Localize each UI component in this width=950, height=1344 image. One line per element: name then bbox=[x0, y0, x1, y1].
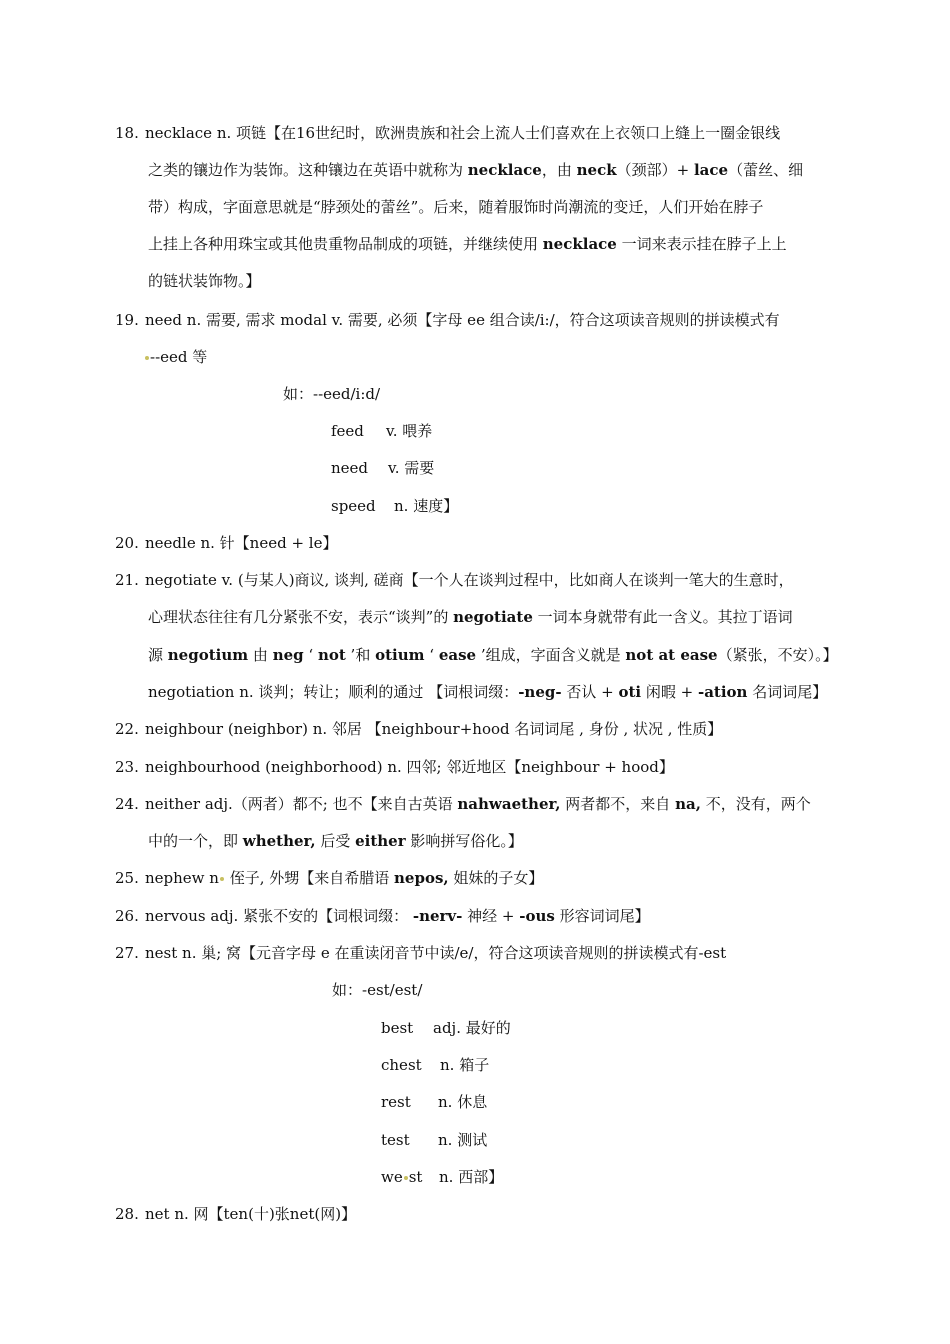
text: 名词词尾】 bbox=[747, 683, 828, 701]
entry-text: nest n. 巢; 窝【元音字母 e 在重读闭音节中读/e/，符合这项读音规则的拼读模式有-est bbox=[145, 944, 727, 962]
text: ‘ bbox=[303, 646, 318, 664]
text: --eed 等 bbox=[150, 348, 208, 366]
example-row bbox=[381, 1130, 487, 1150]
entry-number: 25. bbox=[115, 869, 139, 887]
entry-18-line-5: 的链状装饰物。】 bbox=[148, 272, 261, 290]
example-row bbox=[381, 1092, 487, 1112]
example-meaning: n. 休息 bbox=[438, 1093, 488, 1111]
text: 闲暇 + bbox=[641, 683, 698, 701]
entry-18-line-1 bbox=[115, 123, 780, 143]
entry-21-line-4 bbox=[148, 682, 827, 702]
example-word-part: st bbox=[408, 1168, 423, 1186]
entry-18-line-4 bbox=[148, 234, 787, 254]
entry-text: neighbourhood (neighborhood) n. 四邻; 邻近地区【neighbour + hood】 bbox=[145, 758, 674, 776]
keyword: otium bbox=[375, 646, 425, 664]
entry-24-line-2 bbox=[148, 831, 523, 851]
example-meaning: n. 测试 bbox=[438, 1131, 488, 1149]
example-word: best bbox=[381, 1019, 414, 1037]
example-row bbox=[331, 421, 432, 441]
mark-dot bbox=[404, 1176, 408, 1180]
example-word: feed bbox=[331, 422, 364, 440]
example-word: rest bbox=[381, 1093, 411, 1111]
entry-28 bbox=[115, 1204, 356, 1224]
text: ‘ bbox=[424, 646, 439, 664]
example-meaning: v. 喂养 bbox=[386, 422, 433, 440]
text: 侄子, 外甥【来自希腊语 bbox=[224, 869, 395, 887]
entry-18-line-3: 带）构成，字面意思就是“脖颈处的蕾丝”。后来，随着服饰时尚潮流的变迁，人们开始在脖子 bbox=[148, 198, 764, 216]
keyword: negotium bbox=[167, 646, 249, 664]
example-meaning: adj. 最好的 bbox=[433, 1019, 511, 1037]
text: 心理状态往往有几分紧张不安，表示“谈判”的 bbox=[148, 608, 454, 626]
text: 形容词词尾】 bbox=[554, 907, 650, 925]
text: 影响拼写俗化。】 bbox=[405, 832, 523, 850]
entry-text: net n. 网【ten(十)张net(网)】 bbox=[145, 1205, 357, 1223]
keyword: lace bbox=[693, 161, 729, 179]
keyword: oti bbox=[618, 683, 642, 701]
entry-text: necklace n. 项链【在16世纪时，欧洲贵族和社会上流人士们喜欢在上衣领口上缝上一圈金银线 bbox=[145, 124, 781, 142]
text: 由 bbox=[248, 646, 273, 664]
example-word: need bbox=[331, 459, 369, 477]
keyword: nahwaether, bbox=[457, 795, 561, 813]
entry-text: needle n. 针【need + le】 bbox=[145, 534, 338, 552]
text: 源 bbox=[148, 646, 168, 664]
example-meaning: v. 需要 bbox=[388, 459, 435, 477]
keyword: -nerv- bbox=[412, 907, 463, 925]
example-word bbox=[381, 1167, 439, 1187]
example-word: test bbox=[381, 1131, 410, 1149]
keyword: nepos, bbox=[394, 869, 449, 887]
text: （颈部）+ bbox=[616, 161, 694, 179]
entry-26 bbox=[115, 906, 650, 926]
entry-number: 21. bbox=[115, 571, 139, 589]
entry-text: need n. 需要, 需求 modal v. 需要, 必须【字母 ee 组合读/i:/，符合这项读音规则的拼读模式有 bbox=[145, 311, 780, 329]
example-row bbox=[381, 1055, 489, 1075]
entry-24-line-1 bbox=[115, 794, 811, 814]
keyword: ease bbox=[438, 646, 477, 664]
entry-number: 27. bbox=[115, 944, 139, 962]
keyword: whether, bbox=[242, 832, 316, 850]
entry-text: negotiate v. (与某人)商议, 谈判, 磋商【一个人在谈判过程中，比如商人在谈判一笔大的生意时， bbox=[145, 571, 794, 589]
text: 姐妹的子女】 bbox=[448, 869, 544, 887]
example-row bbox=[331, 496, 458, 516]
example-meaning: n. 西部】 bbox=[439, 1168, 504, 1186]
entry-21-line-1 bbox=[115, 570, 794, 590]
example-heading: 如：-est/est/ bbox=[332, 981, 423, 999]
keyword: necklace bbox=[467, 161, 542, 179]
entry-number: 18. bbox=[115, 124, 139, 142]
text: （紧张，不安）。】 bbox=[717, 646, 838, 664]
entry-number: 26. bbox=[115, 907, 139, 925]
text: negotiation n. 谈判；转让；顺利的通过 【词根词缀： bbox=[148, 683, 519, 701]
entry-19-line-2 bbox=[144, 347, 207, 367]
text: ，由 bbox=[541, 161, 577, 179]
text: nervous adj. 紧张不安的【词根词缀： bbox=[145, 907, 413, 925]
keyword: -ation bbox=[697, 683, 748, 701]
text: 否认 + bbox=[561, 683, 619, 701]
example-row bbox=[331, 458, 434, 478]
text: 一词来表示挂在脖子上上 bbox=[616, 235, 787, 253]
keyword: necklace bbox=[542, 235, 617, 253]
text: （蕾丝、细 bbox=[728, 161, 804, 179]
entry-text: neighbour (neighbor) n. 邻居 【neighbour+hood 名词词尾 , 身份 , 状况 , 性质】 bbox=[145, 720, 723, 738]
text: 两者都不，来自 bbox=[560, 795, 676, 813]
keyword: neg bbox=[272, 646, 304, 664]
entry-number: 22. bbox=[115, 720, 139, 738]
example-meaning: n. 箱子 bbox=[440, 1056, 490, 1074]
keyword: na, bbox=[675, 795, 701, 813]
example-word: speed bbox=[331, 497, 376, 515]
text: 中的一个，即 bbox=[148, 832, 243, 850]
text: neither adj.（两者）都不; 也不【来自古英语 bbox=[145, 795, 458, 813]
mark-dot bbox=[145, 356, 149, 360]
entry-19-line-1 bbox=[115, 310, 780, 330]
entry-number: 28. bbox=[115, 1205, 139, 1223]
keyword: -neg- bbox=[518, 683, 562, 701]
mark-dot bbox=[220, 877, 224, 881]
example-row bbox=[381, 1018, 511, 1038]
entry-21-line-3 bbox=[148, 645, 838, 665]
entry-number: 24. bbox=[115, 795, 139, 813]
text: 上挂上各种用珠宝或其他贵重物品制成的项链，并继续使用 bbox=[148, 235, 543, 253]
entry-18-line-2 bbox=[148, 160, 803, 180]
example-heading: 如：--eed/i:d/ bbox=[283, 385, 381, 403]
text: nephew n bbox=[145, 869, 219, 887]
entry-21-line-2 bbox=[148, 607, 793, 627]
entry-20 bbox=[115, 533, 337, 553]
entry-23 bbox=[115, 757, 674, 777]
entry-22 bbox=[115, 719, 722, 739]
text: 之类的镶边作为装饰。这种镶边在英语中就称为 bbox=[148, 161, 468, 179]
entry-number: 20. bbox=[115, 534, 139, 552]
text: 一词本身就带有此一含义。其拉丁语词 bbox=[532, 608, 793, 626]
keyword: neck bbox=[576, 161, 617, 179]
entry-number: 19. bbox=[115, 311, 139, 329]
keyword: negotiate bbox=[453, 608, 533, 626]
text: ’和 bbox=[345, 646, 376, 664]
text: ’组成，字面含义就是 bbox=[476, 646, 626, 664]
entry-27-line-1 bbox=[115, 943, 726, 963]
keyword: not bbox=[317, 646, 346, 664]
example-word-part: we bbox=[381, 1168, 403, 1186]
entry-number: 23. bbox=[115, 758, 139, 776]
example-word: chest bbox=[381, 1056, 422, 1074]
keyword: not at ease bbox=[625, 646, 718, 664]
entry-25 bbox=[115, 868, 543, 888]
keyword: -ous bbox=[519, 907, 555, 925]
text: 神经 + bbox=[462, 907, 520, 925]
text: 不，没有，两个 bbox=[700, 795, 811, 813]
example-row bbox=[381, 1167, 503, 1187]
example-meaning: n. 速度】 bbox=[394, 497, 459, 515]
keyword: either bbox=[355, 832, 406, 850]
text: 后受 bbox=[315, 832, 356, 850]
